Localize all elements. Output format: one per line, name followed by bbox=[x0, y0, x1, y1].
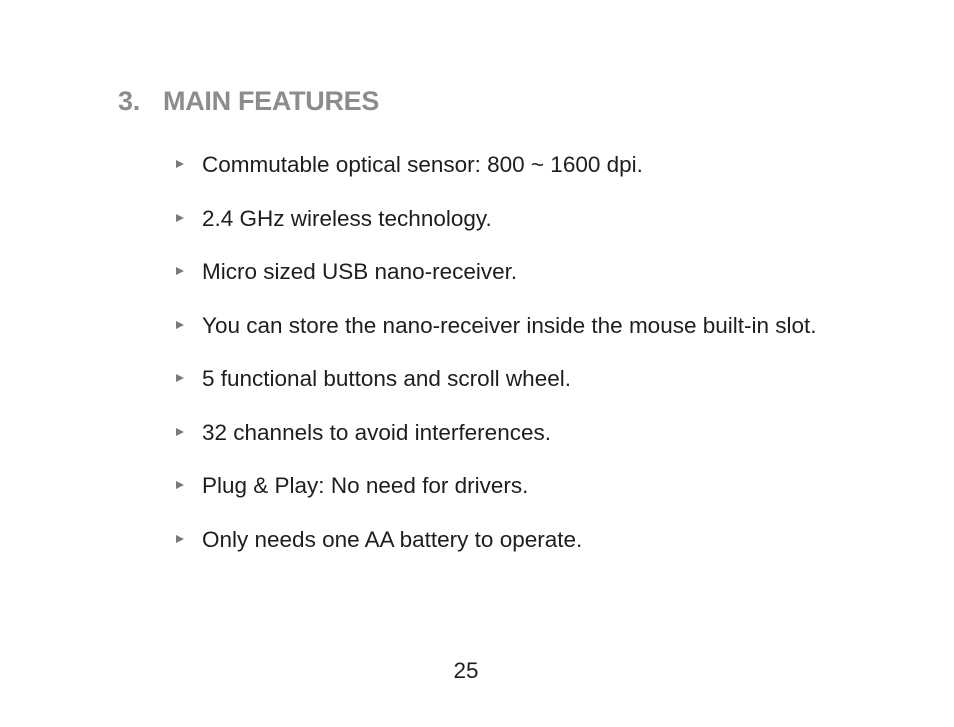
feature-text: Plug & Play: No need for drivers. bbox=[202, 473, 529, 498]
feature-text: Commutable optical sensor: 800 ~ 1600 dpi. bbox=[202, 152, 643, 177]
triangle-bullet-icon bbox=[176, 428, 184, 436]
feature-item bbox=[174, 415, 854, 450]
feature-item bbox=[174, 468, 854, 503]
feature-item bbox=[174, 522, 854, 557]
triangle-bullet-icon bbox=[176, 321, 184, 329]
feature-text: 2.4 GHz wireless technology. bbox=[202, 205, 492, 231]
feature-text: Micro sized USB nano-receiver. bbox=[202, 259, 518, 284]
feature-item bbox=[174, 147, 854, 182]
feature-item bbox=[174, 308, 854, 343]
feature-item bbox=[174, 201, 854, 236]
feature-item bbox=[174, 254, 854, 289]
triangle-bullet-icon bbox=[176, 374, 184, 382]
feature-text: Only needs one AA battery to operate. bbox=[202, 526, 583, 552]
feature-text: 5 functional buttons and scroll wheel. bbox=[202, 366, 571, 391]
section-number: 3. bbox=[118, 86, 140, 116]
triangle-bullet-icon bbox=[176, 160, 184, 168]
section-heading bbox=[118, 86, 379, 117]
section-title: MAIN FEATURES bbox=[163, 86, 380, 116]
triangle-bullet-icon bbox=[176, 267, 184, 275]
triangle-bullet-icon bbox=[176, 535, 184, 543]
feature-text: 32 channels to avoid interferences. bbox=[202, 419, 551, 445]
feature-list bbox=[174, 147, 854, 575]
feature-text: You can store the nano-receiver inside the mouse built-in slot. bbox=[202, 312, 817, 338]
triangle-bullet-icon bbox=[176, 481, 184, 489]
triangle-bullet-icon bbox=[176, 214, 184, 222]
feature-item bbox=[174, 361, 854, 396]
page-number: 25 bbox=[453, 658, 479, 683]
